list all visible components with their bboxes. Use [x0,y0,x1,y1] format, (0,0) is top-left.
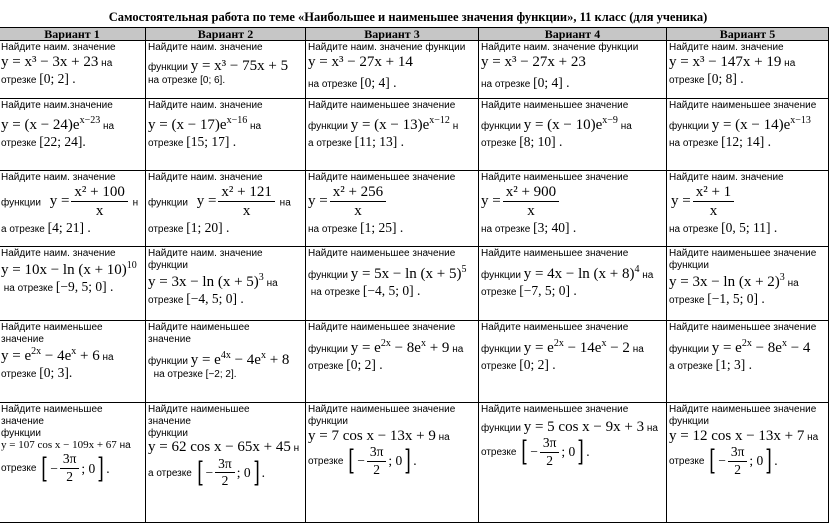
segment: [ − $\frac{3\pi}{2}$ ; 0 ] . [709,443,778,478]
formula-part: y = 10x − ln (x + 10) [1,261,127,278]
segment: [−1, 5; 0] . [707,290,765,306]
segment: [0; 2] . [346,357,383,373]
task-text: на отрезке [481,79,531,91]
task-text: а отрезке [148,467,192,479]
task-text: Найдите наим. значение [148,42,263,53]
fraction [330,184,386,220]
formula [523,263,640,282]
header-variant-2: Вариант 2 [146,28,306,41]
task-text: Найдите наим. значение функции [308,42,466,53]
segment: [−4, 5; 0] . [362,283,421,299]
task-text: отрезке [481,138,517,150]
numerator: x² + 900 [503,184,559,203]
task-text: значение [1,415,44,427]
task-text: Найдите наименьшее значение [308,404,456,415]
task-text: функции [669,120,709,132]
formula-part: y = (x − 14)e [711,116,791,133]
formula [481,183,561,220]
formula [1,345,100,364]
segment: [0; 2] . [519,357,556,373]
formula [350,114,450,133]
task-text: отрезке [669,75,705,87]
denominator: 2 [546,452,553,468]
segment: [3; 40] . [533,219,577,235]
numerator: x² + 121 [218,184,274,203]
task-text: Найдите наим. значение [1,172,116,183]
task-cell [0,321,146,403]
segment: [−7, 5; 0] . [519,283,577,299]
formula: y = x³ − 3x + 23 [1,53,99,70]
task-text: функции [148,259,188,271]
formula [1,114,101,133]
task-row-5 [0,321,829,403]
formula-part: y = [49,193,70,210]
task-text: Найдите наименьшее значение [308,100,456,111]
task-cell [0,99,146,171]
task-text: на [438,431,450,443]
formula-part: − 4e [230,351,261,368]
numerator: 3π [728,445,748,462]
task-text: на [279,197,291,209]
segment: [1; 3] . [715,357,752,373]
denominator: x [354,203,362,220]
exponent: x [260,349,266,361]
task-text: на отрезке [669,223,719,235]
task-text: на отрезке [−2; 2]. [153,368,237,380]
task-text: отрезке [669,455,705,467]
formula-part: − 4 [786,339,811,356]
formula [711,114,811,133]
task-text: на [784,57,796,69]
task-text: функции [481,269,521,281]
task-text: функции [1,427,41,439]
exponent: 3 [779,271,785,283]
task-text: Найдите наименьшее значение [308,172,456,183]
task-text: на отрезке [310,287,361,299]
formula-part: + 9 [425,339,450,356]
task-text: на [807,431,819,443]
task-text: значение [1,333,44,345]
task-text: Найдите наименьшее значение [308,248,456,259]
segment: [−9, 5; 0] . [55,279,114,295]
segment: [0; 8] . [707,71,744,87]
task-text: функции [481,120,521,132]
formula: y = 62 cos x − 65x + 45 [148,439,291,456]
formula-part: y = (x − 17)e [148,116,227,133]
task-text: Найдите наименьшее значение [669,100,817,111]
numerator: x² + 1 [693,184,734,203]
task-text: на отрезке [0; 6]. [148,75,226,87]
task-text: функции [308,343,348,355]
formula-part: − 14e [563,339,602,356]
task-text: функции [148,427,188,439]
task-cell [479,403,667,523]
formula [523,114,618,133]
task-cell [667,321,829,403]
formula [148,271,264,290]
task-text: на [103,120,115,132]
task-row-3 [0,171,829,247]
task-cell [479,171,667,247]
task-text: Найдите наименьшее [1,404,103,415]
numerator: 3π [215,457,235,474]
numerator: x² + 100 [71,184,127,203]
task-cell [479,99,667,171]
task-text: на [266,277,278,289]
task-row-4 [0,247,829,321]
formula-part: y = (x − 10)e [523,116,603,133]
exponent: 10 [126,259,137,271]
task-text: отрезке [481,447,517,459]
task-cell [146,41,306,99]
segment: [0; 3]. [39,364,73,380]
exponent: x [420,337,426,349]
task-text: на [250,120,262,132]
task-text: отрезке [481,361,517,373]
task-text: на отрезке [3,283,54,295]
segment-end: ; 0 [81,460,96,476]
task-row-1 [0,41,829,99]
task-text: функции [148,61,188,73]
task-text: значение [148,415,191,427]
task-text: Найдите наименьшее значение [481,100,629,111]
task-text: функции [669,415,709,427]
segment: [ − $\frac{3\pi}{2}$ ; 0 ] . [348,443,417,478]
exponent: x−9 [602,114,618,126]
task-text: функции [1,197,41,209]
task-text: Найдите наим. значение [1,248,116,259]
task-text: функции [308,120,348,132]
formula-part: y = [196,193,217,210]
segment: [11; 13] . [354,134,404,150]
header-variant-1: Вариант 1 [0,28,146,41]
task-text: функции [669,259,709,271]
formula [1,259,137,278]
task-cell [0,403,146,523]
denominator: 2 [221,473,229,489]
formula-part: y = 3x − ln (x + 5) [148,273,259,290]
formula-part: y = e [711,339,742,356]
task-text: Найдите наим. значение [148,172,263,183]
formula-part: y = [481,193,501,210]
segment: [ − $\frac{3\pi}{2}$ ; 0 ] . [41,451,110,485]
denominator: 2 [66,469,73,485]
formula [148,114,248,133]
formula [49,183,130,220]
task-cell [479,321,667,403]
task-text: н [132,197,139,209]
formula-part: − 4e [41,347,72,364]
formula [350,263,467,282]
task-text: а отрезке [308,138,352,150]
segment-end: ; 0 [236,465,251,481]
exponent: 2x [380,337,391,349]
exponent: 2x [553,337,564,349]
formula-part: − 2 [606,339,630,356]
exponent: x−23 [79,114,101,126]
task-text: Найдите наименьшее значение [481,172,629,183]
formula-part: + 6 [76,347,100,364]
task-text: Найдите наим. значение [148,100,263,111]
formula [190,349,290,368]
header-variant-3: Вариант 3 [306,28,479,41]
formula: y = 107 cos x − 109x + 67 [1,439,117,452]
formula-part: y = 4x − ln (x + 8) [523,265,635,282]
task-text: а отрезке [1,223,45,235]
formula: y = 7 cos x − 13x + 9 [308,427,436,444]
denominator: x [242,203,251,220]
task-text: на отрезке [669,138,719,150]
formula-part: − 8e [751,339,782,356]
formula: y = x³ − 27x + 14 [308,53,413,70]
exponent: 4 [634,263,640,275]
task-text: отрезке [1,463,37,475]
task-cell [306,321,479,403]
denominator: x [95,203,104,220]
header-variant-5: Вариант 5 [667,28,829,41]
formula-part: y = e [1,347,32,364]
formula: y = x³ − 27x + 23 [481,53,586,70]
task-text: Найдите наименьшее [1,322,103,333]
exponent: x [781,337,787,349]
task-text: отрезке [308,455,344,467]
segment: [0; 2] . [39,71,76,87]
segment: [0, 5; 11] . [721,219,778,235]
task-cell [146,247,306,321]
fraction [503,184,559,220]
numerator: 3π [60,452,80,469]
task-text: н [293,443,300,455]
task-text: функции [148,355,188,367]
formula-part: y = e [190,351,221,368]
task-text: а отрезке [669,361,713,373]
task-text: функции [148,197,188,209]
task-text: отрезке [481,287,517,299]
task-text: функции [669,343,709,355]
task-cell [306,99,479,171]
task-text: отрезке [1,75,37,87]
segment: [1; 25] . [360,219,404,235]
task-text: Найдите наименьшее значение [669,404,817,415]
formula [669,271,785,290]
task-cell [0,41,146,99]
task-text: функции [481,343,521,355]
formula: y = x³ − 147x + 19 [669,53,782,70]
segment: [1; 20] . [186,219,230,235]
task-text: на [102,351,114,363]
task-cell [0,247,146,321]
segment: [22; 24]. [39,134,86,150]
task-text: отрезке [148,138,184,150]
header-row [0,28,829,41]
task-text: Найдите наим. значение [669,42,784,53]
exponent: 2x [31,345,42,357]
fraction [71,184,127,220]
exponent: x−13 [790,114,811,126]
task-text: функции [308,269,348,281]
task-text: на отрезке [308,79,358,91]
task-text: значение [148,333,191,345]
task-cell [667,171,829,247]
denominator: 2 [734,461,741,477]
task-text: отрезке [148,294,184,306]
task-cell [667,99,829,171]
fraction [693,184,734,220]
formula-part: y = [308,193,328,210]
task-text: Найдите наим.значение [1,100,113,111]
exponent: x−12 [429,114,450,126]
task-text: Найдите наименьшее значение [481,248,629,259]
task-cell [306,403,479,523]
task-text: функции [308,415,348,427]
segment: [ − $\frac{3\pi}{2}$ ; 0 ] . [196,455,265,489]
formula [671,183,736,220]
formula-part: y = 5x − ln (x + 5) [350,265,462,282]
task-text: Найдите наименьшее значение [481,322,629,333]
task-text: н [452,120,459,132]
denominator: x [527,203,535,220]
task-cell [306,247,479,321]
task-cell [0,171,146,247]
task-cell [667,403,829,523]
segment: [4; 21] . [47,219,91,235]
task-text: на отрезке [481,223,531,235]
task-cell [146,403,306,523]
formula-part: y = e [350,339,381,356]
task-text: Найдите наименьшее [148,404,250,415]
segment: [0; 4] . [360,75,397,91]
segment-end: ; 0 [388,453,403,469]
segment-end: ; 0 [561,444,576,460]
task-cell [146,99,306,171]
formula-part: − 8e [390,339,421,356]
task-text: Найдите наим. значение функции [481,42,639,53]
task-text: на [646,422,658,434]
task-text: на [642,269,654,281]
exponent: 5 [461,263,467,275]
task-text: на [452,343,464,355]
formula-part: y = (x − 13)e [350,116,430,133]
task-cell [479,247,667,321]
formula [308,183,388,220]
formula-part: y = 3x − ln (x + 2) [669,273,780,290]
task-cell [306,41,479,99]
exponent: x [601,337,607,349]
task-cell [667,247,829,321]
segment: [8; 10] . [519,134,563,150]
formula: y = 5 cos x − 9x + 3 [523,418,645,435]
task-text: Найдите наименьшее [148,322,250,333]
numerator: 3π [367,445,387,462]
segment: [12; 14] . [721,134,771,150]
denominator: 2 [373,461,380,477]
task-row-6 [0,403,829,523]
task-text: Найдите наим. значение [1,42,116,53]
segment: [0; 4] . [533,75,570,91]
task-text: на [787,277,799,289]
numerator: x² + 256 [330,184,386,203]
task-text: функции [481,422,521,434]
task-cell [146,321,306,403]
exponent: 4x [220,349,231,361]
formula [711,337,811,356]
page-title: Самостоятельная работа по теме «Наибольшее и наименьшее значения функции», 11 класс (для ученика) [108,10,708,24]
fraction [218,184,274,220]
formula-part: y = [671,193,691,210]
task-text: отрезке [1,138,37,150]
denominator: x [709,203,718,220]
task-text: Найдите наим. значение [148,248,263,259]
numerator: 3π [540,436,560,453]
task-cell [146,171,306,247]
task-text: отрезке [669,294,705,306]
task-cell [306,171,479,247]
task-text: на [119,440,131,452]
exponent: 3 [258,271,264,283]
task-text: на [632,343,644,355]
formula: y = 12 cos x − 13x + 7 [669,427,805,444]
formula: y = x³ − 75x + 5 [190,57,289,74]
formula [523,337,630,356]
task-text: отрезке [1,368,37,380]
task-row-2 [0,99,829,171]
task-text: на отрезке [308,223,358,235]
task-text: Найдите наименьшее значение [308,322,456,333]
header-variant-4: Вариант 4 [479,28,667,41]
variants-table [0,27,829,523]
formula-part: y = (x − 24)e [1,116,80,133]
task-cell [479,41,667,99]
exponent: x [71,345,77,357]
task-text: отрезке [148,223,184,235]
task-cell [667,41,829,99]
segment: [ − $\frac{3\pi}{2}$ ; 0 ] . [521,435,590,469]
task-text: отрезке [308,361,344,373]
segment: [15; 17] . [186,134,237,150]
formula [350,337,450,356]
task-text: на [620,120,632,132]
exponent: 2x [741,337,752,349]
task-text: Найдите наименьшее значение [481,404,629,415]
segment-end: ; 0 [749,453,764,469]
task-text: Найдите наим. значение [669,172,784,183]
formula-part: + 8 [265,351,290,368]
segment: [−4, 5; 0] . [186,290,244,306]
task-text: на [101,57,113,69]
formula-part: y = e [523,339,554,356]
task-text: Найдите наименьшее значение [669,322,817,333]
task-text: Найдите наименьшее значение [669,248,817,259]
formula [196,183,277,220]
exponent: x−16 [226,114,248,126]
